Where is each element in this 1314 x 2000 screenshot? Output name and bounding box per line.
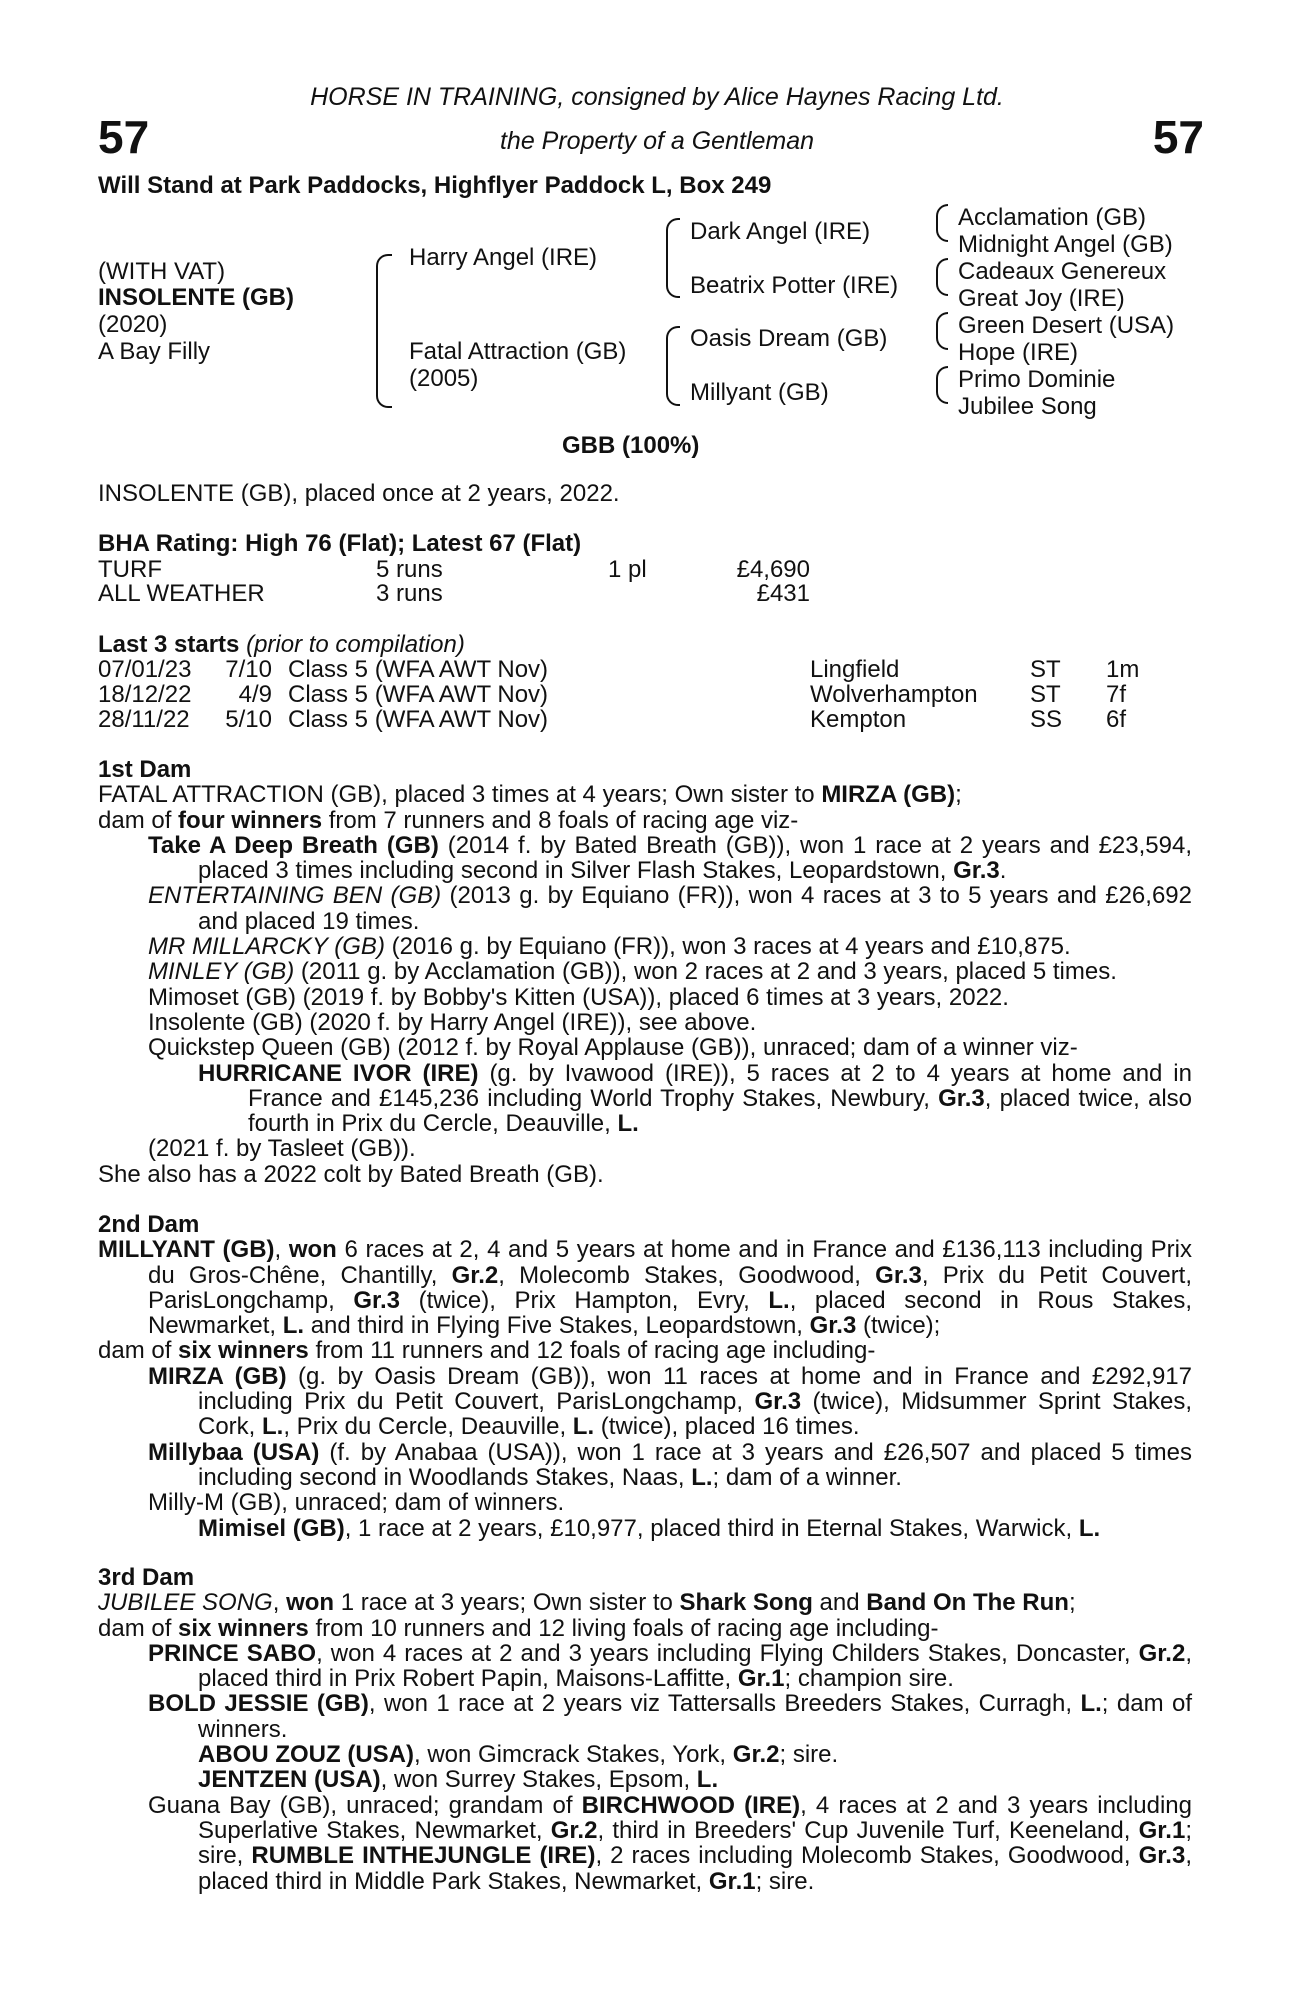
start-distance: 6f (1106, 706, 1127, 733)
starts-title: Last 3 starts (98, 631, 240, 658)
start-position: 4/9 (238, 681, 272, 708)
vat-note: (WITH VAT) (98, 258, 226, 285)
third-dam-produce-summary (98, 1616, 1192, 1641)
grade: Gr.3 (1138, 1842, 1186, 1870)
grade: Gr.3 (754, 1388, 802, 1416)
rating-placed: 1 pl (608, 556, 647, 583)
grade: L. (617, 1110, 639, 1138)
produce-name: MR MILLARCKY (GB) (148, 933, 385, 961)
text: , third in Breeders' Cup Juvenile Turf, Keeneland, (597, 1816, 1139, 1844)
starts-title-row (98, 632, 465, 657)
text: , won 4 races at 2 and 3 years including Flying Childers Stakes, Doncaster, (316, 1639, 1139, 1667)
pedigree-brace-sire (666, 218, 680, 298)
text: ; champion sire. (784, 1665, 954, 1693)
text: (2014 f. by Bated Breath (GB)), won 1 race at 2 years and £23,594, placed 3 times including second in Silver Flash Stakes, Leopardstown, (198, 831, 1193, 885)
start-date: 28/11/22 (98, 706, 190, 733)
grade: L. (768, 1286, 790, 1314)
lot-number-right: 57 (1152, 111, 1204, 163)
text: dam of (98, 1337, 179, 1365)
grade: Gr.3 (938, 1084, 985, 1112)
produce-name: RUMBLE INTHEJUNGLE (IRE) (251, 1842, 596, 1870)
start-race: Class 5 (WFA AWT Nov) (288, 656, 549, 683)
horse-name: INSOLENTE (GB) (98, 284, 294, 311)
first-dam-intro (98, 782, 1192, 807)
produce-entry: Milly-M (GB), unraced; dam of winners. (148, 1489, 565, 1517)
first-dam-produce-summary (98, 808, 1192, 833)
breeding-code: GBB (100%) (562, 432, 700, 459)
horse-year: (2020) (98, 311, 168, 338)
text: , placed third in Middle Park Stakes, Newmarket, (198, 1842, 1192, 1895)
text: (f. by Anabaa (USA)), won 1 race at 3 years and £26,507 and placed 5 times including second in Woodlands Stakes, Naas, (198, 1438, 1193, 1491)
dam-sire-name: Oasis Dream (GB) (690, 325, 888, 352)
text: , placed twice, also fourth in Prix du Cercle, Deauville, (248, 1084, 1192, 1138)
second-dam-record: MILLYANT (GB), won 6 races at 2, 4 and 5 years at home and in France and £136,113 including Prix du Gros-Chêne, Chantilly, Gr.2, Molecomb Stakes, Goodwood, Gr.3, Prix du Petit Couvert, ParisLongchamp, Gr.3 (twice), Prix Hampton, Evry, L., placed second in Rous Stakes, Newmarket, L. and third in Flying Five Stakes, Leopardstown, Gr.3 (twice); (98, 1236, 1193, 1340)
third-dam-record: JUBILEE SONG, won 1 race at 3 years; Own sister to Shark Song and Band On The Run; (98, 1589, 1076, 1617)
consignor-line: HORSE IN TRAINING, consigned by Alice Haynes Racing Ltd. (310, 83, 1004, 111)
sire-sire-name: Dark Angel (IRE) (690, 218, 871, 245)
text: and third in Flying Five Stakes, Leopardstown, (304, 1312, 810, 1340)
text: (2011 g. by Acclamation (GB)), won 2 races at 2 and 3 years, placed 5 times. (294, 958, 1117, 986)
start-race: Class 5 (WFA AWT Nov) (288, 681, 549, 708)
ancestor-7: Primo Dominie (958, 366, 1116, 393)
lot-number-left: 57 (98, 111, 150, 163)
text: dam of (98, 806, 179, 834)
text: (g. by Ivawood (IRE)), 5 races at 2 to 4 years at home and in France and £145,236 including World Trophy Stakes, Newbury, (248, 1059, 1192, 1112)
produce-name: MINLEY (GB) (148, 958, 295, 986)
text: , Molecomb Stakes, Goodwood, (498, 1261, 876, 1289)
produce-entry: Insolente (GB) (2020 f. by Harry Angel (IRE)), see above. (148, 1008, 757, 1036)
sire-name: Harry Angel (IRE) (409, 244, 598, 271)
text: (twice); (856, 1312, 941, 1340)
produce-entry (98, 959, 1192, 984)
property-line: the Property of a Gentleman (499, 127, 815, 155)
grade: Gr.2 (550, 1816, 598, 1844)
won-label: won (286, 1589, 335, 1617)
produce-entry: Mimoset (GB) (2019 f. by Bobby's Kitten (USA)), placed 6 times at 3 years, 2022. (148, 983, 1009, 1011)
first-dam-note: She also has a 2022 colt by Bated Breath (GB). (98, 1160, 604, 1188)
grade: L. (1080, 1690, 1102, 1718)
text: from 11 runners and 12 foals of racing age including- (308, 1337, 876, 1365)
winners-count: six winners (178, 1337, 309, 1365)
grade: L. (696, 1766, 719, 1794)
grade: L. (262, 1413, 284, 1441)
text: , 2 races including Molecomb Stakes, Goodwood, (595, 1842, 1139, 1870)
produce-name: Mimisel (GB) (198, 1514, 345, 1542)
sire-dam-name: Beatrix Potter (IRE) (690, 272, 899, 299)
text: (2013 g. by Equiano (FR)), won 4 races at 3 to 5 years and £26,692 and placed 19 times. (198, 882, 1192, 935)
grade: Gr.3 (353, 1286, 401, 1314)
grade: Gr.3 (875, 1261, 922, 1289)
produce-name: BOLD JESSIE (GB) (148, 1690, 369, 1718)
ancestor-8: Jubilee Song (958, 393, 1097, 420)
text: . (999, 857, 1007, 885)
start-going: ST (1030, 681, 1061, 708)
produce-name: Millybaa (USA) (148, 1438, 320, 1466)
text: , Prix du Cercle, Deauville, (283, 1413, 573, 1441)
text: from 10 runners and 12 living foals of racing age including- (308, 1614, 939, 1642)
start-position: 7/10 (225, 656, 272, 683)
start-going: ST (1030, 656, 1061, 683)
pedigree-brace-dam (666, 326, 680, 406)
produce-name: Take A Deep Breath (GB) (148, 831, 439, 859)
produce-entry (98, 1061, 1192, 1137)
grade: L. (282, 1312, 305, 1340)
produce-entry: (2021 f. by Tasleet (GB)). (148, 1135, 416, 1163)
rating-row (98, 557, 162, 582)
grade: L. (1078, 1514, 1101, 1542)
text: , placed third in Prix Robert Papin, Maisons-Laffitte, (198, 1639, 1192, 1693)
third-dam-section (98, 1565, 1192, 1894)
stand-location: Will Stand at Park Paddocks, Highflyer Paddock L, Box 249 (98, 172, 772, 199)
produce-entry (98, 1691, 1192, 1742)
produce-name: ENTERTAINING BEN (GB) (148, 882, 442, 910)
dam-name: MILLYANT (GB) (98, 1236, 275, 1264)
grade: Gr.2 (732, 1741, 780, 1769)
text: FATAL ATTRACTION (GB), placed 3 times at 4 years; Own sister to (98, 781, 822, 809)
text: ; sire. (755, 1867, 815, 1895)
sibling-name: Shark Song (679, 1589, 813, 1617)
start-course: Wolverhampton (810, 681, 978, 708)
text: , Prix du Petit Couvert, ParisLongchamp, (148, 1261, 1193, 1314)
text: 6 races at 2, 4 and 5 years at home and in France and £136,113 including Prix du Gros-Chêne, Chantilly, (148, 1236, 1193, 1289)
dam-year: (2005) (409, 365, 479, 392)
grade: L. (572, 1413, 595, 1441)
produce-entry (98, 833, 1192, 884)
horse-link-name: MIRZA (GB) (821, 781, 956, 809)
text: , placed second in Rous Stakes, Newmarket, (148, 1286, 1192, 1340)
produce-entry (98, 883, 1192, 934)
produce-entry (98, 934, 1192, 959)
grade: Gr.1 (737, 1665, 785, 1693)
rating-prize: £4,690 (736, 556, 810, 583)
text: , won Surrey Stakes, Epsom, (380, 1766, 697, 1794)
rating-surface: TURF (98, 556, 162, 583)
third-dam-title: 3rd Dam (98, 1564, 195, 1591)
second-dam-title: 2nd Dam (98, 1211, 200, 1238)
second-dam-produce-summary (98, 1338, 1192, 1363)
rating-row (98, 581, 265, 606)
start-going: SS (1030, 706, 1063, 733)
grade: Gr.2 (1138, 1639, 1186, 1667)
grade: L. (691, 1463, 713, 1491)
ancestor-4: Great Joy (IRE) (958, 285, 1125, 312)
pedigree-brace-g2 (936, 258, 948, 296)
first-dam-section (98, 757, 1192, 1187)
text: (twice), placed 16 times. (594, 1413, 860, 1441)
produce-name: HURRICANE IVOR (IRE) (198, 1059, 479, 1087)
produce-entry (98, 1767, 1192, 1792)
sibling-name: Band On The Run (866, 1589, 1069, 1617)
text: , 1 race at 2 years, £10,977, placed third in Eternal Stakes, Warwick, (344, 1514, 1079, 1542)
rating-runs: 3 runs (376, 580, 443, 607)
text: (twice), Prix Hampton, Evry, (400, 1286, 769, 1314)
start-course: Lingfield (810, 656, 900, 683)
text: (2016 g. by Equiano (FR)), won 3 races at 4 years and £10,875. (384, 933, 1071, 961)
ancestor-5: Green Desert (USA) (958, 312, 1175, 339)
dam-name: Fatal Attraction (GB) (409, 338, 627, 365)
first-dam-title: 1st Dam (98, 756, 192, 783)
text: ; sire. (779, 1741, 839, 1769)
start-distance: 1m (1106, 656, 1140, 683)
text: , won Gimcrack Stakes, York, (413, 1741, 733, 1769)
start-distance: 7f (1106, 681, 1127, 708)
second-dam-section (98, 1212, 1192, 1541)
text: Guana Bay (GB), unraced; grandam of (148, 1791, 582, 1819)
grade: Gr.1 (1138, 1816, 1186, 1844)
grade: Gr.1 (708, 1867, 756, 1895)
winners-count: four winners (178, 806, 323, 834)
ancestor-6: Hope (IRE) (958, 339, 1079, 366)
rating-surface: ALL WEATHER (98, 580, 265, 607)
produce-name: BIRCHWOOD (IRE) (581, 1791, 801, 1819)
won-label: won (288, 1236, 337, 1264)
start-date: 07/01/23 (98, 656, 192, 683)
dam-dam-name: Millyant (GB) (690, 379, 829, 406)
produce-name: PRINCE SABO (148, 1639, 317, 1667)
produce-entry (98, 1516, 1192, 1541)
rating-prize: £431 (756, 580, 810, 607)
grade: Gr.3 (809, 1312, 857, 1340)
pedigree-brace-main (376, 254, 392, 408)
produce-entry: Quickstep Queen (GB) (2012 f. by Royal Applause (GB)), unraced; dam of a winner viz- (148, 1034, 1078, 1062)
pedigree-brace-g4 (936, 366, 948, 404)
bha-rating: BHA Rating: High 76 (Flat); Latest 67 (Flat) (98, 530, 582, 557)
rating-runs: 5 runs (376, 556, 443, 583)
grade: Gr.3 (953, 857, 1000, 885)
text: (twice), Midsummer Sprint Stakes, Cork, (198, 1388, 1192, 1441)
ancestor-1: Acclamation (GB) (958, 204, 1147, 231)
horse-description: A Bay Filly (98, 338, 211, 365)
produce-entry (98, 1364, 1192, 1440)
text: 1 race at 3 years; Own sister to (334, 1589, 680, 1617)
text: dam of (98, 1614, 179, 1642)
produce-name: JENTZEN (USA) (198, 1766, 381, 1794)
produce-entry (98, 1742, 1192, 1767)
text: (g. by Oasis Dream (GB)), won 11 races at home and in France and £292,917 including Prix du Petit Couvert, ParisLongchamp, (198, 1362, 1193, 1416)
produce-entry (98, 1641, 1192, 1692)
text: ; dam of a winner. (712, 1463, 902, 1491)
winners-count: six winners (178, 1614, 309, 1642)
text: ; dam of winners. (198, 1690, 1192, 1743)
text: , 4 races at 2 and 3 years including Superlative Stakes, Newmarket, (198, 1791, 1192, 1844)
produce-entry (98, 1793, 1192, 1894)
starts-note: (prior to compilation) (246, 631, 465, 658)
produce-entry (98, 1440, 1192, 1491)
start-date: 18/12/22 (98, 681, 192, 708)
ancestor-3: Cadeaux Genereux (958, 258, 1167, 285)
produce-name: MIRZA (GB) (148, 1362, 287, 1390)
text: and (812, 1589, 867, 1617)
produce-name: ABOU ZOUZ (USA) (198, 1741, 414, 1769)
dam-name: JUBILEE SONG (98, 1589, 273, 1617)
start-position: 5/10 (225, 706, 272, 733)
ancestor-2: Midnight Angel (GB) (958, 231, 1173, 258)
horse-summary: INSOLENTE (GB), placed once at 2 years, 2022. (98, 480, 620, 507)
text: from 7 runners and 8 foals of racing age viz- (322, 806, 799, 834)
grade: Gr.2 (451, 1261, 499, 1289)
start-race: Class 5 (WFA AWT Nov) (288, 706, 549, 733)
text: ; (955, 781, 962, 809)
start-course: Kempton (810, 706, 907, 733)
pedigree-brace-g3 (936, 312, 948, 350)
text: , won 1 race at 2 years viz Tattersalls Breeders Stakes, Curragh, (368, 1690, 1081, 1718)
text: ; sire, (198, 1816, 1192, 1870)
text: ; (1068, 1589, 1076, 1617)
pedigree-brace-g1 (936, 204, 948, 242)
